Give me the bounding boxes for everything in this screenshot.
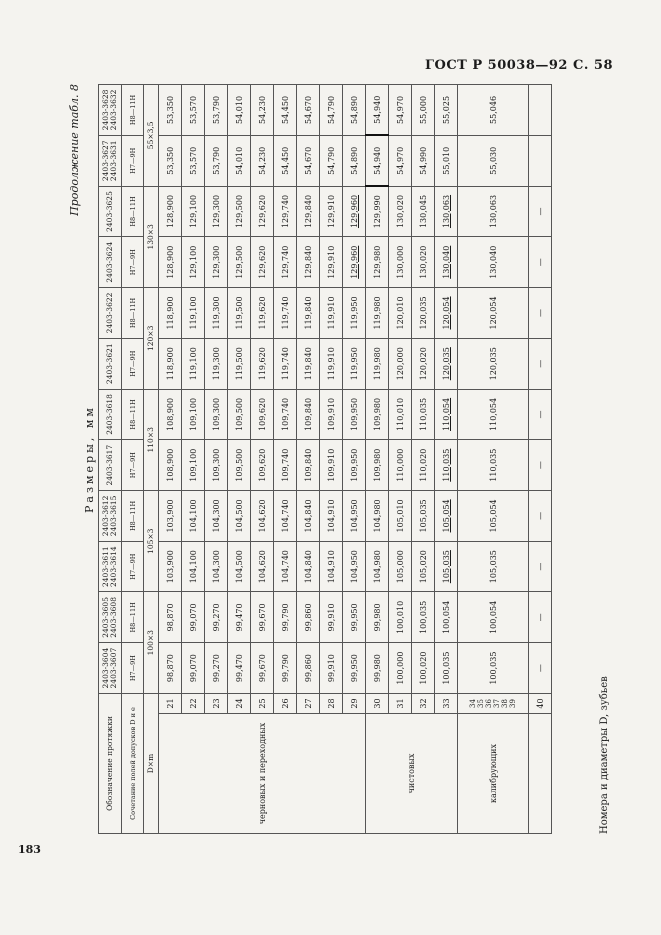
value-cell: 118,900 [159, 288, 182, 339]
value-cell: 109,840 [297, 389, 320, 440]
value-cell: 108,900 [159, 389, 182, 440]
value-cell: 129,100 [182, 237, 205, 288]
value-cell: 100,054 [458, 592, 529, 643]
row-number: 25 [251, 693, 274, 713]
value-cell: 109,500 [228, 389, 251, 440]
tolerance-cell: H7—9H [122, 440, 144, 491]
group-header: 105×3 [144, 491, 159, 592]
tolerance-cell: H7—9H [122, 135, 144, 186]
rotated-page-area [66, 84, 610, 834]
group-header: 120×3 [144, 288, 159, 389]
value-cell: 129,980 [366, 237, 389, 288]
value-cell: 104,740 [274, 541, 297, 592]
value-cell: 54,970 [389, 135, 412, 186]
row-number: 33 [435, 693, 458, 713]
value-cell: 99,910 [320, 643, 343, 694]
row-number: 22 [182, 693, 205, 713]
value-cell: 99,070 [182, 643, 205, 694]
value-cell: 54,450 [274, 135, 297, 186]
value-cell: 99,950 [343, 643, 366, 694]
value-cell: 104,980 [366, 541, 389, 592]
row-number: 26 [274, 693, 297, 713]
designation-cell: 2403-3618 [99, 389, 122, 440]
value-cell: 130,063 [435, 186, 458, 237]
value-cell: 99,790 [274, 592, 297, 643]
value-cell: 99,980 [366, 592, 389, 643]
row-number: 35 [477, 699, 485, 708]
value-cell: 104,740 [274, 491, 297, 542]
value-cell: 109,980 [366, 389, 389, 440]
value-cell: 105,035 [412, 491, 435, 542]
page-number: 183 [18, 843, 41, 856]
group-header: 110×3 [144, 389, 159, 490]
value-cell: 110,035 [458, 440, 529, 491]
tolerance-row [122, 85, 144, 834]
value-cell: 53,350 [159, 85, 182, 136]
tolerance-cell: H8—11H [122, 491, 144, 542]
zone-label: черновых и переходных [159, 714, 366, 834]
calib-row [458, 85, 529, 834]
value-cell: 130,040 [458, 237, 529, 288]
row-number: 31 [389, 693, 412, 713]
group-header: 100×3 [144, 592, 159, 693]
value-cell: 119,500 [228, 288, 251, 339]
value-cell: 99,860 [297, 592, 320, 643]
value-cell: 53,350 [159, 135, 182, 186]
value-cell: 129,620 [251, 237, 274, 288]
value-cell: 104,910 [320, 541, 343, 592]
value-cell: 99,270 [205, 643, 228, 694]
empty-cell [529, 85, 552, 136]
zone-label: чистовых [366, 714, 458, 834]
value-cell: 99,470 [228, 643, 251, 694]
value-cell: 129,100 [182, 186, 205, 237]
designation-cell: 2403-3627 2403-3631 [99, 135, 122, 186]
value-cell: 110,054 [435, 389, 458, 440]
value-cell: 54,940 [366, 135, 389, 186]
value-cell: 100,054 [435, 592, 458, 643]
value-cell: 54,670 [297, 85, 320, 136]
side-label: Номера и диаметры D, зубьев [599, 676, 610, 834]
row-number: 40 [529, 693, 552, 713]
value-cell: 100,035 [435, 643, 458, 694]
value-cell: 99,950 [343, 592, 366, 643]
value-cell: 54,670 [297, 135, 320, 186]
value-cell: 119,300 [205, 338, 228, 389]
value-cell: — [529, 643, 552, 694]
row-number: 32 [412, 693, 435, 713]
zone-blank [529, 714, 552, 834]
value-cell: 105,010 [389, 491, 412, 542]
value-cell: 119,740 [274, 288, 297, 339]
value-cell: 110,020 [412, 440, 435, 491]
tolerance-cell: H8—11H [122, 85, 144, 136]
value-cell: 53,570 [182, 135, 205, 186]
value-cell: 54,230 [251, 135, 274, 186]
value-cell: 98,870 [159, 592, 182, 643]
value-cell: 119,980 [366, 338, 389, 389]
value-cell: 104,100 [182, 491, 205, 542]
dimensions-title: Размеры, мм [83, 405, 96, 513]
value-cell: 109,980 [366, 440, 389, 491]
value-cell: 54,790 [320, 85, 343, 136]
value-cell: 105,035 [458, 541, 529, 592]
value-cell: 129,620 [251, 186, 274, 237]
value-cell: 109,620 [251, 440, 274, 491]
value-cell: 104,620 [251, 491, 274, 542]
tolerance-cell: H8—11H [122, 186, 144, 237]
page-header: ГОСТ Р 50038—92 С. 58 [425, 58, 613, 73]
value-cell: 120,035 [458, 338, 529, 389]
value-cell: 120,010 [389, 288, 412, 339]
value-cell: 104,950 [343, 491, 366, 542]
designation-cell: 2403-3628 2403-3632 [99, 85, 122, 136]
value-cell: 55,046 [458, 85, 529, 136]
designation-cell: 2403-3622 [99, 288, 122, 339]
table-row [366, 85, 389, 834]
value-cell: 54,010 [228, 85, 251, 136]
designation-label: Обозначение протяжки [99, 693, 122, 833]
empty-cell [529, 135, 552, 186]
value-cell: 119,620 [251, 288, 274, 339]
calib-numbers [458, 693, 529, 713]
value-cell: 129,990 [366, 186, 389, 237]
value-cell: 99,860 [297, 643, 320, 694]
value-cell: 109,500 [228, 440, 251, 491]
value-cell: 53,790 [205, 135, 228, 186]
value-cell: 100,035 [412, 592, 435, 643]
value-cell: 110,000 [389, 440, 412, 491]
value-cell: 128,900 [159, 237, 182, 288]
row-number: 21 [159, 693, 182, 713]
value-cell: 54,990 [412, 135, 435, 186]
value-cell: 104,500 [228, 541, 251, 592]
tolerance-cell: H7—9H [122, 541, 144, 592]
value-cell: 105,054 [435, 491, 458, 542]
value-cell: 109,100 [182, 389, 205, 440]
value-cell: 54,940 [366, 85, 389, 136]
group-header: 130×3 [144, 186, 159, 287]
tolerance-label: Сочетание полей допусков D и e [122, 693, 144, 833]
value-cell: 108,900 [159, 440, 182, 491]
value-cell: 128,900 [159, 186, 182, 237]
value-cell: 105,035 [435, 541, 458, 592]
value-cell: 130,000 [389, 237, 412, 288]
value-cell: 129,500 [228, 237, 251, 288]
table-row [159, 85, 182, 834]
value-cell: 130,020 [412, 237, 435, 288]
value-cell: 129,740 [274, 237, 297, 288]
value-cell: 110,010 [389, 389, 412, 440]
value-cell: 105,020 [412, 541, 435, 592]
value-cell: 129,300 [205, 237, 228, 288]
value-cell: 120,020 [412, 338, 435, 389]
value-cell: 103,900 [159, 491, 182, 542]
value-cell: — [529, 491, 552, 542]
group-header: 55×3,5 [144, 85, 159, 187]
value-cell: 99,070 [182, 592, 205, 643]
value-cell: — [529, 592, 552, 643]
value-cell: 109,740 [274, 389, 297, 440]
value-cell: 119,950 [343, 338, 366, 389]
zone-label: калибрующих [458, 714, 529, 834]
value-cell: 110,035 [435, 440, 458, 491]
row-number: 37 [493, 699, 501, 708]
value-cell: 109,910 [320, 440, 343, 491]
value-cell: 104,300 [205, 541, 228, 592]
value-cell: 119,950 [343, 288, 366, 339]
designation-cell: 2403-3625 [99, 186, 122, 237]
value-cell: 119,910 [320, 338, 343, 389]
value-cell: 105,054 [458, 491, 529, 542]
value-cell: 104,500 [228, 491, 251, 542]
designation-cell: 2403-3612 2403-3615 [99, 491, 122, 542]
value-cell: — [529, 338, 552, 389]
designation-cell: 2403-3604 2403-3607 [99, 643, 122, 694]
value-cell: 104,910 [320, 491, 343, 542]
value-cell: 129,960 [343, 186, 366, 237]
row-number: 24 [228, 693, 251, 713]
continuation-title: Продолжение табл. 8 [68, 84, 81, 216]
value-cell: 109,840 [297, 440, 320, 491]
value-cell: 129,910 [320, 186, 343, 237]
row-number: 29 [343, 693, 366, 713]
tolerance-cell: H8—11H [122, 389, 144, 440]
tolerance-cell: H7—9H [122, 338, 144, 389]
value-cell: — [529, 186, 552, 237]
value-cell: — [529, 541, 552, 592]
row-number: 36 [485, 699, 493, 708]
value-cell: 54,010 [228, 135, 251, 186]
value-cell: 109,910 [320, 389, 343, 440]
value-cell: 100,010 [389, 592, 412, 643]
value-cell: 104,840 [297, 541, 320, 592]
value-cell: 120,035 [412, 288, 435, 339]
tolerance-cell: H7—9H [122, 643, 144, 694]
value-cell: 130,020 [389, 186, 412, 237]
value-cell: 54,230 [251, 85, 274, 136]
row-number: 27 [297, 693, 320, 713]
value-cell: 119,100 [182, 288, 205, 339]
value-cell: 109,740 [274, 440, 297, 491]
value-cell: 104,300 [205, 491, 228, 542]
value-cell: 130,040 [435, 237, 458, 288]
value-cell: 53,790 [205, 85, 228, 136]
designation-cell: 2403-3611 2403-3614 [99, 541, 122, 592]
designation-cell: 2403-3617 [99, 440, 122, 491]
value-cell: 99,790 [274, 643, 297, 694]
value-cell: 103,900 [159, 541, 182, 592]
value-cell: 55,010 [435, 135, 458, 186]
value-cell: 119,910 [320, 288, 343, 339]
value-cell: 119,500 [228, 338, 251, 389]
value-cell: 55,025 [435, 85, 458, 136]
tolerance-cell: H8—11H [122, 288, 144, 339]
value-cell: 129,740 [274, 186, 297, 237]
rotated-content [66, 84, 610, 834]
value-cell: 129,910 [320, 237, 343, 288]
value-cell: 129,960 [343, 237, 366, 288]
value-cell: 130,063 [458, 186, 529, 237]
row-number: 30 [366, 693, 389, 713]
value-cell: 99,670 [251, 643, 274, 694]
value-cell: 99,670 [251, 592, 274, 643]
value-cell: 119,300 [205, 288, 228, 339]
value-cell: — [529, 237, 552, 288]
value-cell: 109,950 [343, 389, 366, 440]
row-number: 34 [469, 699, 477, 708]
value-cell: 110,035 [412, 389, 435, 440]
group-row [144, 85, 159, 834]
value-cell: 119,620 [251, 338, 274, 389]
value-cell: 99,910 [320, 592, 343, 643]
value-cell: 53,570 [182, 85, 205, 136]
value-cell: 54,450 [274, 85, 297, 136]
row-number: 39 [509, 699, 517, 708]
value-cell: 109,100 [182, 440, 205, 491]
value-cell: 120,054 [435, 288, 458, 339]
tolerance-cell: H7—9H [122, 237, 144, 288]
value-cell: 99,270 [205, 592, 228, 643]
value-cell: 120,054 [458, 288, 529, 339]
value-cell: 109,950 [343, 440, 366, 491]
row-number: 38 [501, 699, 509, 708]
value-cell: 105,000 [389, 541, 412, 592]
value-cell: — [529, 288, 552, 339]
value-cell: 54,790 [320, 135, 343, 186]
value-cell: 99,470 [228, 592, 251, 643]
dxm-label: D×m [144, 693, 159, 833]
value-cell: — [529, 389, 552, 440]
designation-cell: 2403-3621 [99, 338, 122, 389]
value-cell: 55,000 [412, 85, 435, 136]
value-cell: 100,000 [389, 643, 412, 694]
designation-cell: 2403-3605 2403-3608 [99, 592, 122, 643]
tolerance-cell: H8—11H [122, 592, 144, 643]
value-cell: 119,100 [182, 338, 205, 389]
value-cell: 109,620 [251, 389, 274, 440]
value-cell: 104,950 [343, 541, 366, 592]
value-cell: 130,045 [412, 186, 435, 237]
value-cell: 109,300 [205, 440, 228, 491]
value-cell: 119,840 [297, 288, 320, 339]
value-cell: 129,500 [228, 186, 251, 237]
value-cell: 129,840 [297, 237, 320, 288]
row-number: 23 [205, 693, 228, 713]
row-number: 28 [320, 693, 343, 713]
dimensions-table [98, 84, 552, 834]
value-cell: 54,890 [343, 85, 366, 136]
value-cell: 99,980 [366, 643, 389, 694]
value-cell: 54,970 [389, 85, 412, 136]
designation-row [99, 85, 122, 834]
value-cell: 100,020 [412, 643, 435, 694]
value-cell: 118,900 [159, 338, 182, 389]
value-cell: 120,035 [435, 338, 458, 389]
value-cell: — [529, 440, 552, 491]
value-cell: 120,000 [389, 338, 412, 389]
value-cell: 55,030 [458, 135, 529, 186]
value-cell: 119,980 [366, 288, 389, 339]
value-cell: 54,890 [343, 135, 366, 186]
table-row [529, 85, 552, 834]
designation-cell: 2403-3624 [99, 237, 122, 288]
value-cell: 104,100 [182, 541, 205, 592]
value-cell: 104,980 [366, 491, 389, 542]
value-cell: 129,840 [297, 186, 320, 237]
value-cell: 104,840 [297, 491, 320, 542]
value-cell: 109,300 [205, 389, 228, 440]
value-cell: 129,300 [205, 186, 228, 237]
value-cell: 119,740 [274, 338, 297, 389]
value-cell: 110,054 [458, 389, 529, 440]
value-cell: 104,620 [251, 541, 274, 592]
value-cell: 119,840 [297, 338, 320, 389]
value-cell: 100,035 [458, 643, 529, 694]
value-cell: 98,870 [159, 643, 182, 694]
